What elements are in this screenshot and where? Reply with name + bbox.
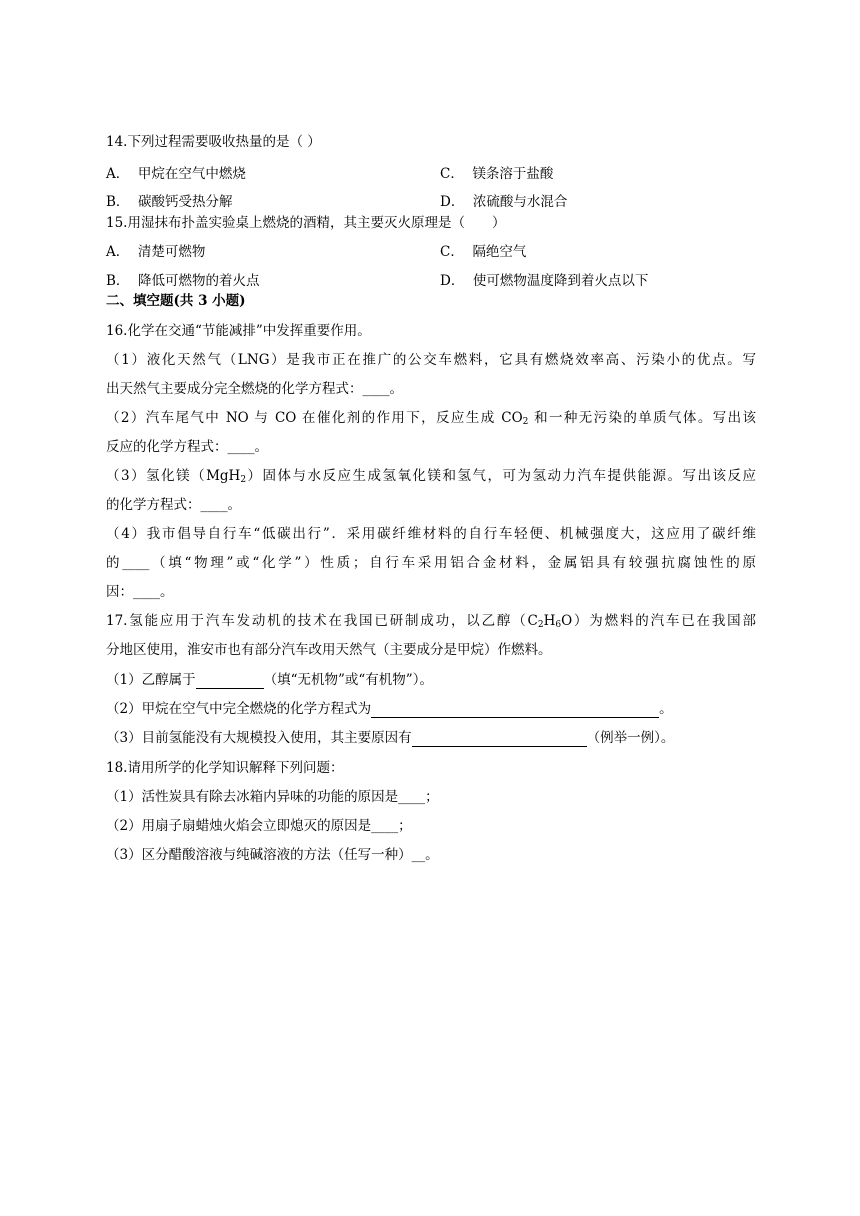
- q18-part2: （2）用扇子扇蜡烛火焰会立即熄灭的原因是____；: [106, 818, 412, 834]
- q16-part3-line2: 的化学方程式：____。: [106, 497, 241, 513]
- q14-option-c: C． 镁条溶于盐酸: [440, 166, 554, 182]
- q16-stem: 16.化学在交通“节能减排”中发挥重要作用。: [106, 323, 371, 339]
- answer-blank: [196, 672, 264, 689]
- q16-part3-line1: （3）氢化镁（MgH$_2$）固体与水反应生成氢氧化镁和氢气，可为氢动力汽车提供能源。写出该反应: [106, 468, 757, 485]
- q18-stem: 18.请用所学的化学知识解释下列问题：: [106, 760, 344, 776]
- section-title: 二、填空题(共 3 小题): [106, 293, 246, 309]
- q17-part3: （3）目前氢能没有大规模投入使用，其主要原因有 （例举一例）。: [106, 730, 675, 746]
- q16-part2-line1: （2）汽车尾气中 NO 与 CO 在催化剂的作用下，反应生成 $CO_2$ 和一种无污染的单质气体。写出该: [106, 410, 756, 427]
- q15-option-c: C． 隔绝空气: [440, 244, 527, 260]
- q16-part2-line2: 反应的化学方程式：____。: [106, 439, 268, 455]
- q18-part1: （1）活性炭具有除去冰箱内异味的功能的原因是____；: [106, 789, 439, 805]
- q16-part4-line3: 因：____。: [106, 584, 174, 600]
- q16-part1-line1: （1）液化天然气（LNG）是我市正在推广的公交车燃料，它具有燃烧效率高、污染小的优点。写: [106, 352, 756, 368]
- q15-option-b: B． 降低可燃物的着火点: [106, 273, 260, 289]
- q16-part1-line2: 出天然气主要成分完全燃烧的化学方程式：____。: [106, 381, 403, 397]
- q14-option-a: A． 甲烷在空气中燃烧: [106, 166, 246, 182]
- q14-option-b: B． 碳酸钙受热分解: [106, 194, 233, 210]
- q15-option-a: A． 清楚可燃物: [106, 244, 206, 260]
- q18-part3: （3）区分醋酸溶液与纯碱溶液的方法（任写一种）__。: [106, 847, 439, 863]
- q14-stem: 14.下列过程需要吸收热量的是（ ）: [106, 134, 321, 150]
- q16-part4-line1: （4）我市倡导自行车“低碳出行”．采用碳纤维材料的自行车轻便、机械强度大，这应用了碳纤维: [106, 526, 756, 542]
- q17-stem-line1: 17.氢能应用于汽车发动机的技术在我国已研制成功，以乙醇$(C_2H_6O)$为燃料的汽车已在我国部: [106, 613, 756, 630]
- q17-part1: （1）乙醇属于 （填“无机物”或“有机物”）。: [106, 672, 433, 688]
- q17-part2: （2）甲烷在空气中完全燃烧的化学方程式为 。: [106, 701, 673, 717]
- answer-blank: [412, 730, 587, 747]
- q14-option-d: D． 浓硫酸与水混合: [440, 194, 568, 210]
- q17-stem-line2: 分地区使用，淮安市也有部分汽车改用天然气（主要成分是甲烷）作燃料。: [106, 642, 552, 658]
- q15-option-d: D． 使可燃物温度降到着火点以下: [440, 273, 649, 289]
- q16-part4-line2: 的____（填“物理”或“化学”）性质；自行车采用铝合金材料，金属铝具有较强抗腐蚀性的原: [106, 555, 756, 571]
- q15-stem: 15.用湿抹布扑盖实验桌上燃烧的酒精，其主要灭火原理是（ ）: [106, 215, 506, 231]
- answer-blank: [371, 701, 659, 718]
